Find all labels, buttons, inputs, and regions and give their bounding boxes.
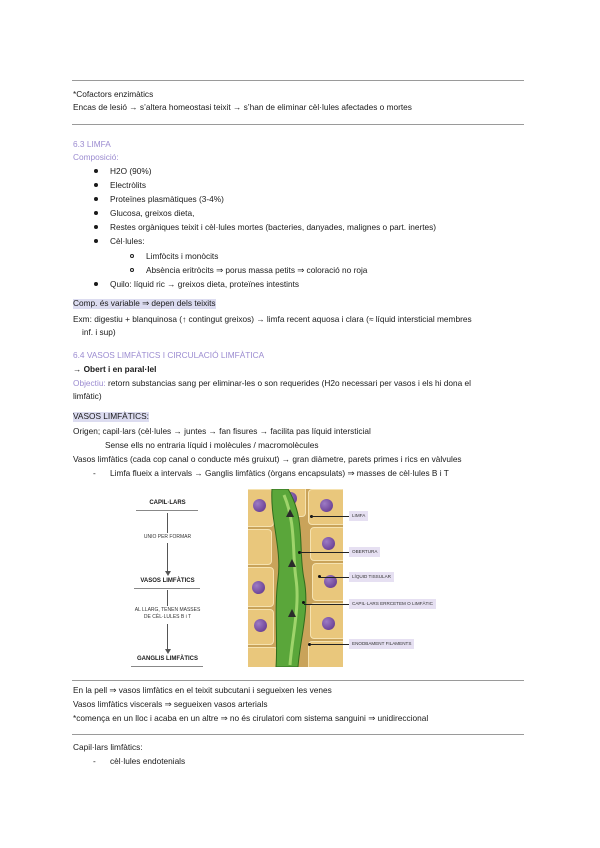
section-heading-vasos: 6.4 VASOS LIMFÀTICS I CIRCULACIÓ LIMFÀTICA bbox=[73, 350, 265, 360]
flow-node-vasos: VASOS LIMFÀTICS bbox=[140, 578, 195, 584]
connector-line bbox=[167, 543, 168, 573]
bullet-icon bbox=[94, 282, 98, 286]
sub-list-item: Absència eritròcits ⇒ porus massa petits ⇒ coloració no roja bbox=[146, 265, 368, 275]
flow-node-capillars: CAPIL·LARS bbox=[149, 500, 186, 506]
list-item: Glucosa, greixos dieta, bbox=[110, 208, 195, 218]
divider-intro bbox=[72, 124, 524, 125]
list-item-quilo: Quilo: líquid ric → greixos dieta, proteïnes intestints bbox=[110, 279, 300, 289]
divider-footer bbox=[72, 734, 524, 735]
comp-variable-note: Comp. és variable ⇒ depen dels teixits bbox=[73, 298, 216, 308]
dash-icon: - bbox=[93, 756, 96, 766]
section-heading-limfa: 6.3 LIMFA bbox=[73, 139, 111, 149]
callout-line bbox=[320, 577, 349, 578]
vasos-line: Vasos limfàtics (cada cop canal o conducte més gruixut) → gran diàmetre, parets primes i rics en vàlvules bbox=[73, 454, 462, 464]
intro-line-2: Encas de lesió → s’altera homeostasi teixit → s’han de eliminar cèl·lules afectades o mortes bbox=[73, 102, 412, 112]
circle-bullet-icon bbox=[130, 268, 134, 272]
exm-line-2: inf. i sup) bbox=[82, 327, 116, 337]
objectiu-line bbox=[73, 379, 471, 389]
list-item: Electròlits bbox=[110, 180, 146, 190]
label-liquid-tissular: LÍQUID TISSULAR bbox=[349, 572, 394, 582]
connector-line bbox=[167, 590, 168, 606]
flow-note-unio: UNIO PER FORMAR bbox=[143, 534, 192, 540]
arrow-down-icon bbox=[165, 649, 171, 654]
underline bbox=[134, 588, 200, 589]
label-limfa: LIMFA bbox=[349, 511, 368, 521]
limfa-flueix-line: Limfa flueix a intervals → Ganglis limfàtics (òrgans encapsulats) ⇒ masses de cèl·lules B i T bbox=[110, 468, 449, 478]
callout-line bbox=[310, 644, 349, 645]
label-obertura: OBERTURA bbox=[349, 547, 380, 557]
callout-line bbox=[304, 604, 349, 605]
label-filaments: ENODBAMENT FILAMENTS bbox=[349, 639, 414, 649]
callout-line bbox=[300, 552, 349, 553]
bullet-icon bbox=[94, 239, 98, 243]
capil-item: cèl·lules endotenials bbox=[110, 756, 186, 766]
divider-after-diagram bbox=[72, 680, 524, 681]
footer-line-1: En la pell ⇒ vasos limfàtics en el teixit subcutani i segueixen les venes bbox=[73, 685, 332, 695]
flow-note-masses-line-2: DE CÈL·LULES B i T bbox=[143, 613, 192, 620]
callout-line bbox=[311, 516, 349, 517]
divider-top bbox=[72, 80, 524, 81]
bullet-icon bbox=[94, 211, 98, 215]
flow-note-masses bbox=[110, 607, 225, 620]
footer-line-3: *comença en un lloc i acaba en un altre ⇒ no és cirulatori com sistema sanguini ⇒ unidireccional bbox=[73, 713, 429, 723]
label-capillars: CAPIL·LARS ERRCETEM O LIMFÀTIC bbox=[349, 599, 436, 609]
circle-bullet-icon bbox=[130, 254, 134, 258]
connector-line bbox=[167, 513, 168, 533]
list-item: Restes orgàniques teixit i cèl·lules mortes (bacteries, danyades, malignes o part. inertes) bbox=[110, 222, 437, 232]
list-item: H2O (90%) bbox=[110, 166, 152, 176]
exm-line-1: Exm: digestiu + blanquinosa (↑ contingut greixos) → limfa recent aquosa i clara (≈ líquid intersticial membres bbox=[73, 314, 472, 324]
obert-line: → Obert i en paral·lel bbox=[73, 364, 157, 374]
arrow-down-icon bbox=[165, 571, 171, 576]
sense-line: Sense ells no entraria líquid i molècules / macromolècules bbox=[105, 440, 319, 450]
bullet-icon bbox=[94, 225, 98, 229]
objectiu-text: retorn substancias sang per eliminar-les o son requerides (H2o necessari per vasos i els hi dona el bbox=[105, 378, 471, 388]
objectiu-label: Objectiu: bbox=[73, 378, 106, 388]
list-item: Cèl·lules: bbox=[110, 236, 145, 246]
underline bbox=[131, 666, 203, 667]
sub-list-item: Limfòcits i monòcits bbox=[146, 251, 219, 261]
composicio-label: Composició: bbox=[73, 152, 119, 162]
objectiu-line-2: limfàtic) bbox=[73, 391, 102, 401]
origen-line: Origen; capil·lars (cèl·lules → juntes → fan fisures → facilita pas líquid intersticial bbox=[73, 426, 371, 436]
flow-node-ganglis: GANGLIS LIMFÀTICS bbox=[137, 656, 198, 662]
bullet-icon bbox=[94, 197, 98, 201]
underline bbox=[136, 510, 198, 511]
bullet-icon bbox=[94, 183, 98, 187]
vasos-subheading: VASOS LIMFÀTICS: bbox=[73, 411, 149, 421]
connector-line bbox=[167, 624, 168, 650]
capil-heading: Capil·lars limfàtics: bbox=[73, 742, 143, 752]
dash-icon: - bbox=[93, 468, 96, 478]
intro-line-1: *Cofactors enzimàtics bbox=[73, 89, 154, 99]
list-item: Proteïnes plasmàtiques (3-4%) bbox=[110, 194, 224, 204]
flow-note-masses-line-1: AL LLARG, TENEN MASSES bbox=[134, 607, 201, 613]
bullet-icon bbox=[94, 169, 98, 173]
footer-line-2: Vasos limfàtics viscerals ⇒ segueixen vasos arterials bbox=[73, 699, 268, 709]
